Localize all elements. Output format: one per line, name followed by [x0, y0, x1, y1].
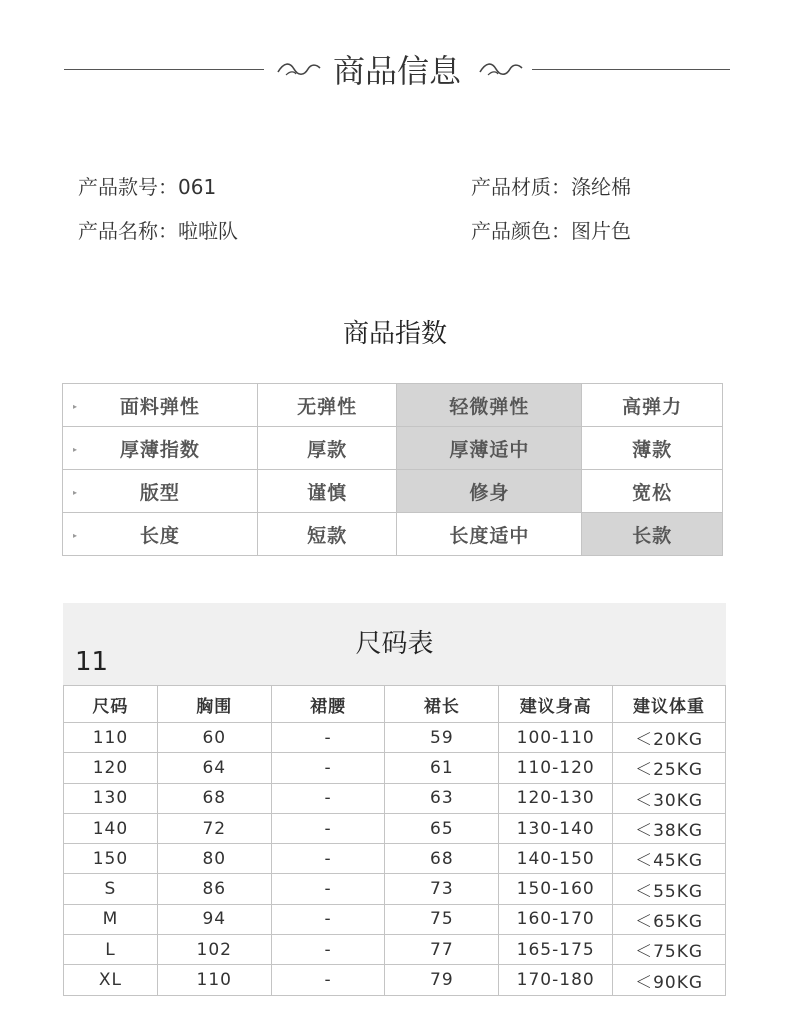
info-label: 产品款号: [78, 175, 158, 199]
info-value: 061: [178, 175, 217, 199]
table-cell: 68: [385, 844, 499, 874]
index-option-selected: 轻微弹性: [397, 384, 582, 427]
index-row: [63, 384, 723, 427]
index-row: [63, 470, 723, 513]
table-cell: 59: [385, 723, 499, 753]
table-cell: 100-110: [499, 723, 613, 753]
table-cell: -: [271, 904, 385, 934]
table-cell: -: [271, 813, 385, 843]
size-table-header-row: [64, 686, 726, 723]
index-option-selected: 修身: [397, 470, 582, 513]
table-cell: 72: [157, 813, 271, 843]
info-product-name: 产品名称：啦啦队: [78, 219, 238, 243]
size-chart-badge: 11: [75, 647, 109, 677]
section-header: [0, 40, 790, 100]
info-value: 图片色: [571, 219, 631, 243]
table-cell: -: [271, 783, 385, 813]
info-style-number: 产品款号：061: [78, 175, 217, 199]
info-value: 涤纶棉: [571, 175, 631, 199]
table-cell: 120: [64, 753, 158, 783]
column-header: 尺码: [64, 686, 158, 723]
table-cell: -: [271, 965, 385, 995]
table-cell: 102: [157, 935, 271, 965]
table-cell: 63: [385, 783, 499, 813]
index-row-label: ▸ 长度: [63, 513, 258, 556]
table-cell: 60: [157, 723, 271, 753]
bullet-triangle-icon: ▸: [73, 531, 79, 540]
table-cell: 73: [385, 874, 499, 904]
column-header: 裙长: [385, 686, 499, 723]
table-cell: -: [271, 874, 385, 904]
index-option: 谨慎: [257, 470, 397, 513]
table-cell: ＜75KG: [613, 935, 726, 965]
table-row: [64, 844, 726, 874]
table-cell: ＜90KG: [613, 965, 726, 995]
bullet-triangle-icon: ▸: [73, 488, 79, 497]
table-cell: XL: [64, 965, 158, 995]
table-row: [64, 783, 726, 813]
column-header: 裙腰: [271, 686, 385, 723]
index-option-selected: 长款: [582, 513, 723, 556]
divider-right: [532, 69, 730, 70]
table-cell: 61: [385, 753, 499, 783]
table-cell: ＜38KG: [613, 813, 726, 843]
table-cell: 170-180: [499, 965, 613, 995]
column-header: 建议身高: [499, 686, 613, 723]
index-option: 短款: [257, 513, 397, 556]
index-option: 厚款: [257, 427, 397, 470]
table-row: [64, 723, 726, 753]
info-label: 产品名称: [78, 219, 158, 243]
table-cell: -: [271, 935, 385, 965]
bullet-triangle-icon: ▸: [73, 445, 79, 454]
index-option: 无弹性: [257, 384, 397, 427]
index-table: [62, 383, 723, 556]
bullet-triangle-icon: ▸: [73, 402, 79, 411]
table-cell: 64: [157, 753, 271, 783]
table-cell: 110: [64, 723, 158, 753]
index-option: 薄款: [582, 427, 723, 470]
size-chart-header: [63, 603, 726, 685]
table-cell: ＜30KG: [613, 783, 726, 813]
table-cell: 80: [157, 844, 271, 874]
table-cell: S: [64, 874, 158, 904]
index-title: 商品指数: [342, 319, 447, 349]
table-row: [64, 935, 726, 965]
table-row: [64, 753, 726, 783]
table-cell: -: [271, 753, 385, 783]
index-row: [63, 513, 723, 556]
table-cell: 120-130: [499, 783, 613, 813]
info-label: 产品颜色: [471, 219, 551, 243]
index-option: 长度适中: [397, 513, 582, 556]
table-cell: 130-140: [499, 813, 613, 843]
table-row: [64, 904, 726, 934]
table-cell: 75: [385, 904, 499, 934]
table-cell: ＜65KG: [613, 904, 726, 934]
size-table: [63, 685, 726, 996]
table-cell: 65: [385, 813, 499, 843]
table-row: [64, 965, 726, 995]
table-cell: ＜25KG: [613, 753, 726, 783]
table-row: [64, 813, 726, 843]
table-cell: -: [271, 844, 385, 874]
table-cell: ＜55KG: [613, 874, 726, 904]
table-cell: 79: [385, 965, 499, 995]
swirl-ornament-left-icon: [276, 58, 322, 80]
table-cell: -: [271, 723, 385, 753]
table-cell: L: [64, 935, 158, 965]
index-option: 高弹力: [582, 384, 723, 427]
table-cell: 110: [157, 965, 271, 995]
table-cell: 150-160: [499, 874, 613, 904]
swirl-ornament-right-icon: [478, 58, 524, 80]
column-header: 胸围: [157, 686, 271, 723]
table-row: [64, 874, 726, 904]
index-row: [63, 427, 723, 470]
index-option-selected: 厚薄适中: [397, 427, 582, 470]
table-cell: 165-175: [499, 935, 613, 965]
info-color: 产品颜色：图片色: [471, 219, 631, 243]
size-chart-title: 尺码表: [355, 629, 434, 659]
table-cell: 110-120: [499, 753, 613, 783]
column-header: 建议体重: [613, 686, 726, 723]
table-cell: ＜20KG: [613, 723, 726, 753]
info-material: 产品材质：涤纶棉: [471, 175, 631, 199]
table-cell: 150: [64, 844, 158, 874]
table-cell: ＜45KG: [613, 844, 726, 874]
index-row-label: ▸ 版型: [63, 470, 258, 513]
index-row-label: ▸ 面料弹性: [63, 384, 258, 427]
table-cell: 77: [385, 935, 499, 965]
index-row-label: ▸ 厚薄指数: [63, 427, 258, 470]
table-cell: M: [64, 904, 158, 934]
index-option: 宽松: [582, 470, 723, 513]
table-cell: 130: [64, 783, 158, 813]
info-label: 产品材质: [471, 175, 551, 199]
divider-left: [64, 69, 264, 70]
table-cell: 94: [157, 904, 271, 934]
table-cell: 140-150: [499, 844, 613, 874]
page-title: 商品信息: [332, 52, 461, 90]
info-value: 啦啦队: [178, 219, 238, 243]
table-cell: 140: [64, 813, 158, 843]
table-cell: 160-170: [499, 904, 613, 934]
table-cell: 86: [157, 874, 271, 904]
table-cell: 68: [157, 783, 271, 813]
